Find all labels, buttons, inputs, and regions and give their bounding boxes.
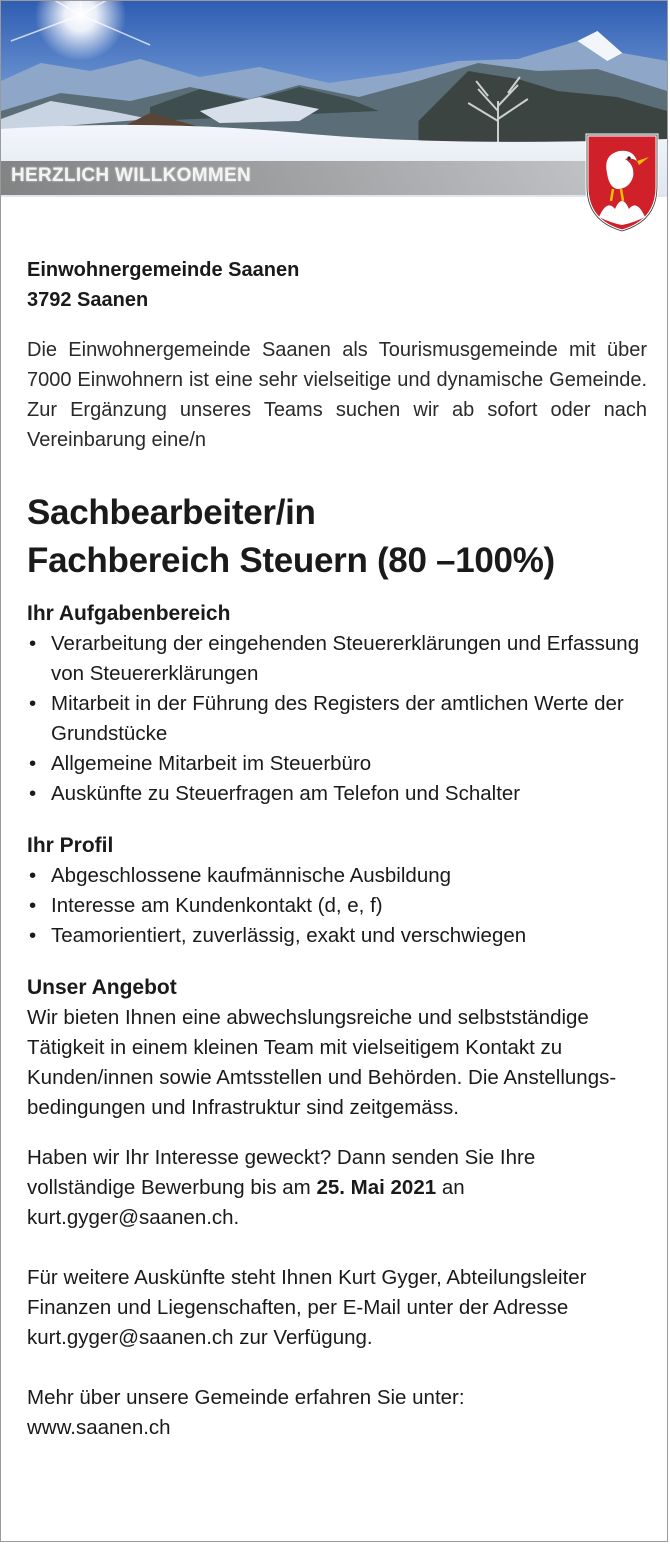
list-item-text: Interesse am Kundenkontakt (d, e, f)	[51, 894, 383, 917]
tasks-list	[27, 629, 647, 809]
list-item	[27, 861, 647, 891]
ad-content	[27, 255, 647, 1443]
bullet: •	[29, 864, 37, 887]
list-item	[27, 689, 647, 749]
bullet: •	[29, 924, 37, 947]
intro-text: Die Einwohnergemeinde Saanen als Tourismusgemeinde mit über 7000 Einwohnern ist eine sehr vielseitige und dynamische Gemeinde. Zur Ergänzung unseres Teams suchen wir ab sofort oder nach Vereinbarung eine/n	[27, 339, 647, 451]
job-title-line2: Fachbereich Steuern (80 –100%)	[27, 541, 555, 580]
list-item-text: Auskünfte zu Steuerfragen am Telefon und Schalter	[51, 782, 521, 805]
bullet: •	[29, 894, 37, 917]
bullet: •	[29, 632, 37, 655]
list-item-text: Verarbeitung der eingehenden Steuererklärungen und Erfassung von Steuererklärungen	[51, 632, 640, 685]
job-title	[27, 489, 647, 585]
application-email: kurt.gyger@saanen.ch.	[27, 1206, 240, 1229]
application-text-after: an	[436, 1176, 465, 1199]
employer-address: 3792 Saanen	[27, 289, 149, 311]
list-item-text: Mitarbeit in der Führung des Registers der amtlichen Werte der Grundstücke	[51, 692, 624, 745]
tasks-heading: Ihr Aufgabenbereich	[27, 602, 231, 625]
bullet: •	[29, 692, 37, 715]
list-item	[27, 629, 647, 689]
offer-text: Wir bieten Ihnen eine abwechslungsreiche und selbstständige Tätigkeit in einem kleinen Team mit vielseitigem Kontakt zu Kunden/innen sowie Amtsstellen und Behörden. Die Anstellungsbedingungen und Infrastruktur sind zeitgemäss.	[27, 1006, 617, 1119]
list-item-text: Teamorientiert, zuverlässig, exakt und verschwiegen	[51, 924, 527, 947]
application-deadline: 25. Mai 2021	[316, 1176, 437, 1199]
list-item-text: Abgeschlossene kaufmännische Ausbildung	[51, 864, 452, 887]
list-item	[27, 749, 647, 779]
profile-list	[27, 861, 647, 951]
offer-heading: Unser Angebot	[27, 976, 177, 999]
contact-text: Für weitere Auskünfte steht Ihnen Kurt Gyger, Abteilungsleiter Finanzen und Liegenschaften, per E-Mail unter der Adresse kurt.gyger@saanen.ch zur Verfügung.	[27, 1266, 587, 1349]
profile-heading: Ihr Profil	[27, 834, 114, 857]
more-info	[27, 1383, 647, 1443]
application-text	[27, 1143, 647, 1233]
header-banner	[1, 1, 667, 197]
saanen-coat-of-arms-icon	[583, 131, 661, 235]
list-item-text: Allgemeine Mitarbeit im Steuerbüro	[51, 752, 372, 775]
bullet: •	[29, 752, 37, 775]
list-item	[27, 779, 647, 809]
list-item	[27, 921, 647, 951]
list-item	[27, 891, 647, 921]
job-title-line1: Sachbearbeiter/in	[27, 493, 316, 532]
bullet: •	[29, 782, 37, 805]
welcome-text: HERZLICH WILLKOMMEN	[11, 165, 251, 186]
employer-name: Einwohnergemeinde Saanen	[27, 259, 300, 281]
more-info-text: Mehr über unsere Gemeinde erfahren Sie unter:	[27, 1386, 465, 1409]
website-url: www.saanen.ch	[27, 1416, 171, 1439]
application-text-before: Haben wir Ihr Interesse geweckt? Dann senden Sie Ihre vollständige Bewerbung bis am	[27, 1146, 536, 1199]
